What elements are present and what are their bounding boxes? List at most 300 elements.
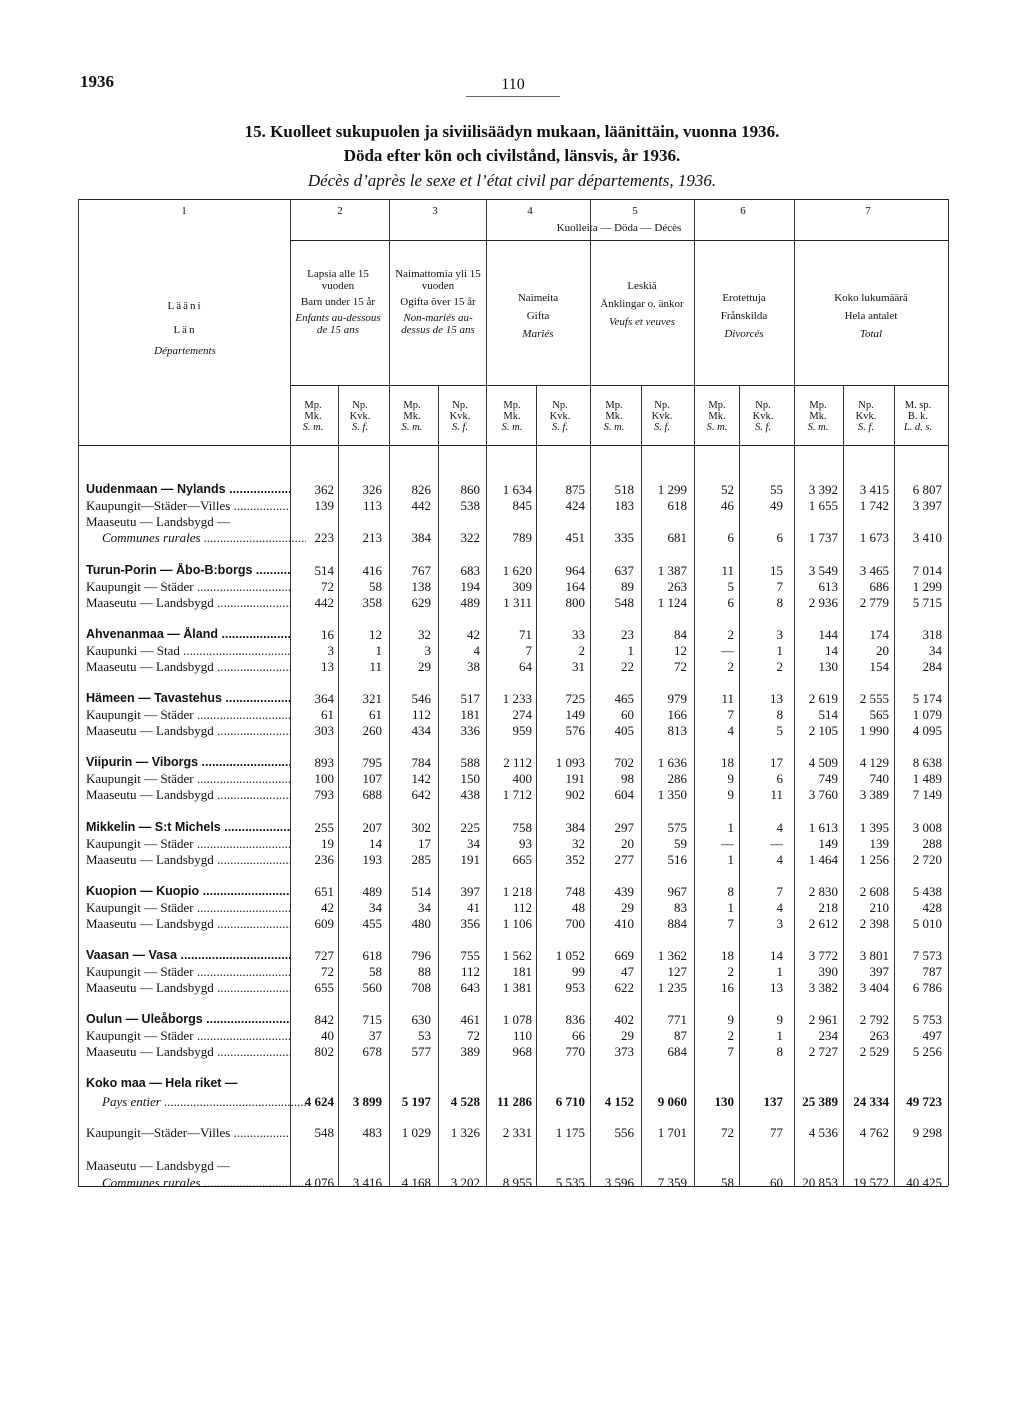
- sub-header-line: Kvk.: [651, 411, 673, 422]
- cell-value: 181: [460, 707, 480, 722]
- col-number-6: 6: [740, 205, 746, 217]
- sub-header-cell: [637, 400, 687, 433]
- cell-value: 2 619: [808, 691, 838, 706]
- cell-value: 100: [314, 771, 334, 786]
- cell-value: 860: [460, 482, 480, 497]
- table-row: [0, 595, 1024, 611]
- cell-value: 4 076: [304, 1175, 334, 1190]
- cell-value: 548: [314, 1125, 334, 1140]
- cell-value: 902: [565, 787, 585, 802]
- cell-value: 6: [776, 771, 783, 786]
- cell-value: 8 638: [912, 755, 942, 770]
- cell-value: 137: [763, 1094, 783, 1109]
- cell-value: 604: [614, 787, 634, 802]
- cell-value: 684: [667, 1044, 687, 1059]
- row-label: Kaupungit — Städer .....: [86, 1028, 290, 1044]
- sub-header-line: Mp.: [503, 400, 521, 411]
- cell-value: 517: [460, 691, 480, 706]
- cell-value: 3 772: [808, 948, 838, 963]
- cell-value: 651: [314, 884, 334, 899]
- cell-value: 17: [418, 836, 431, 851]
- sub-header-line: S. f.: [857, 422, 875, 433]
- cell-value: 390: [818, 964, 838, 979]
- row-label: Kaupungit — Städer .....: [86, 707, 290, 723]
- cell-value: 191: [565, 771, 585, 786]
- cell-value: 514: [314, 563, 334, 578]
- cell-value: 4 168: [401, 1175, 431, 1190]
- row-label: Communes rurales .....: [102, 1175, 306, 1191]
- cell-value: 16: [321, 627, 334, 642]
- cell-value: 210: [869, 900, 889, 915]
- cell-value: 72: [321, 964, 334, 979]
- cell-value: 1 218: [502, 884, 532, 899]
- sub-header-line: Mk.: [605, 411, 623, 422]
- cell-value: 288: [922, 836, 942, 851]
- cell-value: 708: [411, 980, 431, 995]
- cell-value: 19 572: [853, 1175, 889, 1190]
- row-label: Vaasan — Vasa .....: [86, 948, 290, 962]
- cell-value: 2 720: [912, 852, 942, 867]
- cell-value: 11: [721, 691, 734, 706]
- group-married-fr: Mariés: [522, 328, 554, 340]
- table-row: [0, 836, 1024, 852]
- group-divorced-fr: Divorcés: [724, 328, 764, 340]
- cell-value: 4 129: [859, 755, 889, 770]
- cell-value: 497: [922, 1028, 942, 1043]
- cell-value: 4: [727, 723, 734, 738]
- sub-header-line: Kvk.: [349, 411, 371, 422]
- cell-value: 34: [418, 900, 431, 915]
- cell-value: 174: [869, 627, 889, 642]
- row-label: Maaseutu — Landsbygd —: [86, 514, 231, 529]
- cell-value: 637: [614, 563, 634, 578]
- cell-value: 3 008: [912, 820, 942, 835]
- sub-header-line: Mk.: [708, 411, 726, 422]
- cell-value: 223: [314, 530, 334, 545]
- cell-value: 1 990: [859, 723, 889, 738]
- cell-value: 686: [869, 579, 889, 594]
- table-row: [0, 514, 1024, 530]
- cell-value: 1 175: [555, 1125, 585, 1140]
- sub-header-line: S. m.: [807, 422, 829, 433]
- cell-value: 3 801: [859, 948, 889, 963]
- cell-value: 309: [512, 579, 532, 594]
- cell-value: 191: [460, 852, 480, 867]
- cell-value: 2: [727, 964, 734, 979]
- cell-value: 3: [327, 643, 334, 658]
- cell-value: 29: [621, 1028, 634, 1043]
- cell-value: 740: [869, 771, 889, 786]
- cell-value: 66: [572, 1028, 585, 1043]
- col-number-7: 7: [865, 205, 871, 217]
- cell-value: 2 608: [859, 884, 889, 899]
- cell-value: 373: [614, 1044, 634, 1059]
- cell-value: 42: [321, 900, 334, 915]
- sub-header-cell: [435, 400, 485, 433]
- table-row: [0, 1012, 1024, 1028]
- sub-header-line: Kvk.: [752, 411, 774, 422]
- cell-value: 758: [512, 820, 532, 835]
- cell-value: 3 410: [912, 530, 942, 545]
- cell-value: 642: [411, 787, 431, 802]
- cell-value: 9: [727, 1012, 734, 1027]
- cell-value: 38: [467, 659, 480, 674]
- cell-value: 1: [776, 964, 783, 979]
- cell-value: 41: [467, 900, 480, 915]
- cell-value: 263: [869, 1028, 889, 1043]
- sub-header-line: Mp.: [304, 400, 322, 411]
- cell-value: 49: [770, 498, 783, 513]
- cell-value: 5 256: [912, 1044, 942, 1059]
- cell-value: 416: [362, 563, 382, 578]
- cell-value: 6: [776, 530, 783, 545]
- cell-value: 31: [572, 659, 585, 674]
- cell-value: 61: [369, 707, 382, 722]
- sub-header-line: S. m.: [302, 422, 324, 433]
- row-label: Maaseutu — Landsbygd .....: [86, 787, 290, 803]
- cell-value: 7: [727, 1044, 734, 1059]
- cell-value: 1: [375, 643, 382, 658]
- cell-value: 286: [667, 771, 687, 786]
- sub-header-line: Mp.: [809, 400, 827, 411]
- cell-value: 11: [369, 659, 382, 674]
- cell-value: 59: [674, 836, 687, 851]
- cell-value: 588: [460, 755, 480, 770]
- cell-value: 618: [362, 948, 382, 963]
- cell-value: 77: [770, 1125, 783, 1140]
- row-label: Maaseutu — Landsbygd .....: [86, 852, 290, 868]
- cell-value: 6 786: [912, 980, 942, 995]
- row-label: Kaupungit — Städer .....: [86, 964, 290, 980]
- cell-value: 770: [565, 1044, 585, 1059]
- cell-value: 424: [565, 498, 585, 513]
- cell-value: 37: [369, 1028, 382, 1043]
- cell-value: 1 079: [912, 707, 942, 722]
- row-label: Maaseutu — Landsbygd .....: [86, 723, 290, 739]
- cell-value: 7: [525, 643, 532, 658]
- cell-value: 4 528: [450, 1094, 480, 1109]
- sub-header-line: S. m.: [401, 422, 423, 433]
- header-top-rule: [78, 199, 948, 200]
- sub-header-line: S. m.: [501, 422, 523, 433]
- cell-value: 968: [512, 1044, 532, 1059]
- row-label: Kaupungit — Städer .....: [86, 771, 290, 787]
- table-row: [0, 579, 1024, 595]
- cell-value: 546: [411, 691, 431, 706]
- sub-header-line: B. k.: [907, 411, 929, 422]
- cell-value: 1 701: [657, 1125, 687, 1140]
- row-label: Koko maa — Hela riket —: [86, 1076, 238, 1090]
- cell-value: 356: [460, 916, 480, 931]
- cell-value: 1 106: [502, 916, 532, 931]
- cell-value: 1 299: [912, 579, 942, 594]
- cell-value: 1 395: [859, 820, 889, 835]
- sub-header-line: Mk.: [503, 411, 521, 422]
- cell-value: 9: [727, 787, 734, 802]
- stub-header-fi: Lääni: [167, 300, 203, 312]
- cell-value: 15: [770, 563, 783, 578]
- cell-value: 5: [776, 723, 783, 738]
- cell-value: 767: [411, 563, 431, 578]
- sub-header-cell: [589, 400, 639, 433]
- cell-value: 25 389: [802, 1094, 838, 1109]
- cell-value: 64: [519, 659, 532, 674]
- cell-value: 72: [467, 1028, 480, 1043]
- cell-value: 1 124: [657, 595, 687, 610]
- cell-value: 442: [411, 498, 431, 513]
- table-row: [0, 980, 1024, 996]
- cell-value: 4: [776, 900, 783, 915]
- table-row: [0, 1158, 1024, 1174]
- cell-value: 613: [818, 579, 838, 594]
- cell-value: 7: [776, 884, 783, 899]
- cell-value: 727: [314, 948, 334, 963]
- cell-value: 32: [418, 627, 431, 642]
- cell-value: 260: [362, 723, 382, 738]
- cell-value: 548: [614, 595, 634, 610]
- table-row: [0, 563, 1024, 579]
- cell-value: 434: [411, 723, 431, 738]
- cell-value: 489: [362, 884, 382, 899]
- cell-value: 1 655: [808, 498, 838, 513]
- table-row: [0, 723, 1024, 739]
- row-label: Kaupungit—Städer—Villes .....: [86, 1125, 290, 1141]
- sub-header-line: Mp.: [708, 400, 726, 411]
- group-total-sv: Hela antalet: [844, 310, 898, 322]
- group-header-total: [794, 292, 948, 340]
- row-label: Kuopion — Kuopio .....: [86, 884, 290, 898]
- row-label: Communes rurales .....: [102, 530, 306, 546]
- cell-value: 465: [614, 691, 634, 706]
- group-children-fr: Enfants au-dessous de 15 ans: [295, 312, 381, 336]
- cell-value: 274: [512, 707, 532, 722]
- cell-value: 3 549: [808, 563, 838, 578]
- cell-value: 352: [565, 852, 585, 867]
- cell-value: 20 853: [802, 1175, 838, 1190]
- cell-value: 1 489: [912, 771, 942, 786]
- cell-value: 959: [512, 723, 532, 738]
- cell-value: 2 331: [502, 1125, 532, 1140]
- cell-value: 24 334: [853, 1094, 889, 1109]
- cell-value: 336: [460, 723, 480, 738]
- cell-value: 715: [362, 1012, 382, 1027]
- row-label: Kaupungit — Städer .....: [86, 579, 290, 595]
- cell-value: 4 624: [304, 1094, 334, 1109]
- cell-value: 1 233: [502, 691, 532, 706]
- col-number-4: 4: [527, 205, 533, 217]
- cell-value: 112: [411, 707, 431, 722]
- cell-value: 4 095: [912, 723, 942, 738]
- cell-value: 13: [770, 691, 783, 706]
- row-label: Maaseutu — Landsbygd .....: [86, 1044, 290, 1060]
- group-married-fi: Naimeita: [517, 292, 559, 304]
- cell-value: 5 010: [912, 916, 942, 931]
- row-label: Maaseutu — Landsbygd —: [86, 1158, 231, 1173]
- table-title-french: Décès d’après le sexe et l’état civil par départements, 1936.: [307, 171, 717, 190]
- table-row: [0, 498, 1024, 514]
- col-number-2: 2: [337, 205, 343, 217]
- cell-value: 3: [776, 916, 783, 931]
- cell-value: 60: [621, 707, 634, 722]
- group-divorced-fi: Erotettuja: [722, 292, 766, 304]
- cell-value: 93: [519, 836, 532, 851]
- cell-value: 13: [770, 980, 783, 995]
- cell-value: 112: [512, 900, 532, 915]
- table-row: [0, 1028, 1024, 1044]
- cell-value: 1: [727, 820, 734, 835]
- cell-value: 364: [314, 691, 334, 706]
- cell-value: 358: [362, 595, 382, 610]
- cell-value: —: [770, 836, 783, 851]
- sub-header-line: S. f.: [551, 422, 569, 433]
- cell-value: 461: [460, 1012, 480, 1027]
- cell-value: 2 830: [808, 884, 838, 899]
- sub-header-line: Np.: [452, 400, 468, 411]
- cell-value: 12: [369, 627, 382, 642]
- cell-value: 1 712: [502, 787, 532, 802]
- cell-value: 194: [460, 579, 480, 594]
- cell-value: 384: [411, 530, 431, 545]
- cell-value: 3: [424, 643, 431, 658]
- cell-value: 1 636: [657, 755, 687, 770]
- cell-value: 402: [614, 1012, 634, 1027]
- sub-header-line: S. f.: [451, 422, 469, 433]
- cell-value: —: [721, 836, 734, 851]
- cell-value: 11: [770, 787, 783, 802]
- cell-value: 5 715: [912, 595, 942, 610]
- cell-value: 1 093: [555, 755, 585, 770]
- table-title-swedish: Döda efter kön och civilstånd, länsvis, år 1936.: [343, 146, 681, 165]
- cell-value: 483: [362, 1125, 382, 1140]
- cell-value: 979: [667, 691, 687, 706]
- cell-value: 1 634: [502, 482, 532, 497]
- cell-value: 397: [869, 964, 889, 979]
- cell-value: 789: [512, 530, 532, 545]
- cell-value: 3 389: [859, 787, 889, 802]
- cell-value: 149: [565, 707, 585, 722]
- cell-value: 451: [565, 530, 585, 545]
- cell-value: 405: [614, 723, 634, 738]
- cell-value: 514: [818, 707, 838, 722]
- cell-value: 4: [776, 820, 783, 835]
- row-label: Maaseutu — Landsbygd .....: [86, 595, 290, 611]
- cell-value: 48: [572, 900, 585, 915]
- cell-value: 5: [727, 579, 734, 594]
- cell-value: 884: [667, 916, 687, 931]
- table-title-finnish: 15. Kuolleet sukupuolen ja siviilisäädyn mukaan, läänittäin, vuonna 1936.: [244, 122, 780, 141]
- cell-value: 845: [512, 498, 532, 513]
- cell-value: 1 464: [808, 852, 838, 867]
- group-widowed-fr: Veufs et veuves: [609, 316, 675, 328]
- cell-value: 3 392: [808, 482, 838, 497]
- cell-value: 967: [667, 884, 687, 899]
- cell-value: 556: [614, 1125, 634, 1140]
- cell-value: 14: [369, 836, 382, 851]
- cell-value: 72: [721, 1125, 734, 1140]
- table-row: [0, 643, 1024, 659]
- cell-value: 49 723: [906, 1094, 942, 1109]
- row-label: Kaupungit—Städer—Villes .....: [86, 498, 290, 514]
- cell-value: 71: [519, 627, 532, 642]
- cell-value: 33: [572, 627, 585, 642]
- row-label: Viipurin — Viborgs .....: [86, 755, 290, 769]
- cell-value: 23: [621, 627, 634, 642]
- cell-value: 11: [721, 563, 734, 578]
- sub-header-line: Np.: [654, 400, 670, 411]
- cell-value: 1: [776, 643, 783, 658]
- cell-value: 5 197: [401, 1094, 431, 1109]
- cell-value: 84: [674, 627, 687, 642]
- group-widowed-sv: Änklingar o. änkor: [600, 298, 684, 310]
- cell-value: 749: [818, 771, 838, 786]
- table-row: [0, 1094, 1024, 1110]
- col-number-1: 1: [181, 205, 187, 217]
- cell-value: 2 555: [859, 691, 889, 706]
- cell-value: 795: [362, 755, 382, 770]
- sub-header-line: Kvk.: [549, 411, 571, 422]
- cell-value: 725: [565, 691, 585, 706]
- cell-value: 1 052: [555, 948, 585, 963]
- cell-value: 787: [922, 964, 942, 979]
- row-label: Uudenmaan — Nylands .....: [86, 482, 290, 496]
- group-divorced-sv: Frånskilda: [720, 310, 768, 322]
- sub-header-line: Np.: [352, 400, 368, 411]
- cell-value: 2 112: [503, 755, 532, 770]
- cell-value: 17: [770, 755, 783, 770]
- cell-value: 193: [362, 852, 382, 867]
- sub-header-line: S. f.: [754, 422, 772, 433]
- group-children-fi: Lapsia alle 15 vuoden: [307, 268, 369, 292]
- cell-value: 3 416: [352, 1175, 382, 1190]
- cell-value: 154: [869, 659, 889, 674]
- cell-value: 4 509: [808, 755, 838, 770]
- sub-header-cell: [487, 400, 537, 433]
- cell-value: 669: [614, 948, 634, 963]
- cell-value: 107: [362, 771, 382, 786]
- cell-value: 32: [572, 836, 585, 851]
- cell-value: 297: [614, 820, 634, 835]
- cell-value: 576: [565, 723, 585, 738]
- cell-value: 6 807: [912, 482, 942, 497]
- sub-header-cell: [535, 400, 585, 433]
- cell-value: 362: [314, 482, 334, 497]
- cell-value: 410: [614, 916, 634, 931]
- cell-value: 183: [614, 498, 634, 513]
- sub-header-line: Mk.: [304, 411, 322, 422]
- cell-value: 7 573: [912, 948, 942, 963]
- cell-value: 110: [512, 1028, 532, 1043]
- group-header-unmarried: [390, 268, 486, 336]
- cell-value: 836: [565, 1012, 585, 1027]
- sub-header-line: L. d. s.: [903, 422, 933, 433]
- spanning-header: Kuolleita — Döda — Décès: [556, 222, 682, 234]
- group-header-widowed: [590, 280, 694, 328]
- cell-value: 489: [460, 595, 480, 610]
- sub-header-cell: [387, 400, 437, 433]
- cell-value: 538: [460, 498, 480, 513]
- cell-value: 58: [369, 579, 382, 594]
- cell-value: 7 149: [912, 787, 942, 802]
- sub-header-line: Kvk.: [855, 411, 877, 422]
- cell-value: 784: [411, 755, 431, 770]
- table-row: [0, 787, 1024, 803]
- cell-value: 1 256: [859, 852, 889, 867]
- cell-value: 88: [418, 964, 431, 979]
- group-total-fr: Total: [859, 328, 883, 340]
- cell-value: 400: [512, 771, 532, 786]
- cell-value: 166: [667, 707, 687, 722]
- cell-value: 9 060: [657, 1094, 687, 1109]
